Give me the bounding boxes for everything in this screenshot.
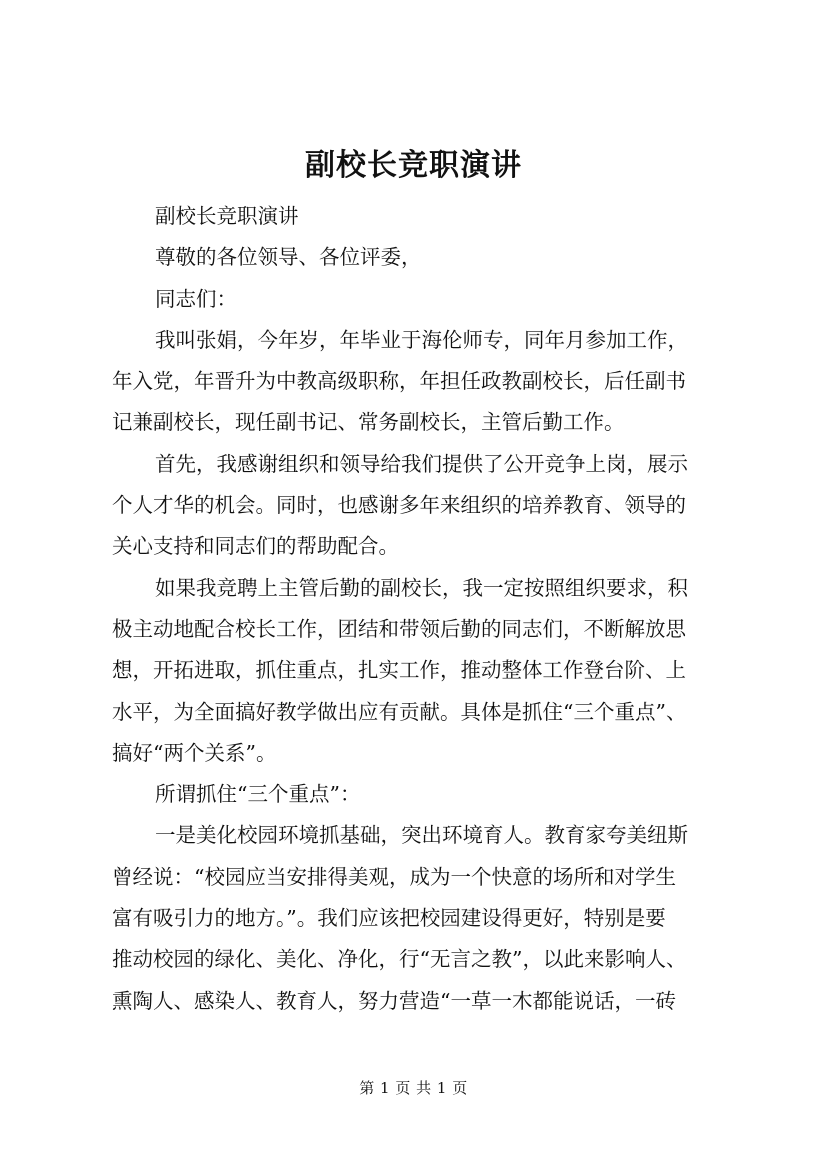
paragraph-line: 关心支持和同志们的帮助配合。 (112, 534, 399, 559)
paragraph-line: 推动校园的绿化、美化、净化，行“无言之教”，以此来影响人、 (112, 947, 687, 972)
paragraph-line: 同志们： (155, 286, 237, 311)
paragraph-line: 所谓抓住“三个重点”： (155, 782, 361, 807)
paragraph-line: 首先，我感谢组织和领导给我们提供了公开竞争上岗，展示 (155, 451, 688, 476)
paragraph-line: 极主动地配合校长工作，团结和带领后勤的同志们，不断解放思 (112, 616, 686, 641)
paragraph-line: 水平，为全面搞好教学做出应有贡献。具体是抓住“三个重点”、 (112, 699, 687, 724)
paragraph-line: 年入党，年晋升为中教高级职称，年担任政教副校长，后任副书 (112, 369, 686, 394)
paragraph-line: 熏陶人、感染人、教育人，努力营造“一草一木都能说话，一砖 (112, 988, 676, 1013)
paragraph-line: 如果我竞聘上主管后勤的副校长，我一定按照组织要求，积 (155, 575, 688, 600)
page-number-footer: 第 1 页 共 1 页 (359, 1079, 468, 1097)
paragraph-line: 副校长竞职演讲 (155, 204, 299, 228)
document-body (112, 196, 738, 1022)
paragraph-line: 一是美化校园环境抓基础，突出环境育人。教育家夸美纽斯 (155, 823, 688, 848)
paragraph-line: 曾经说：“校园应当安排得美观，成为一个快意的场所和对学生 (112, 864, 676, 889)
document-title: 副校长竞职演讲 (305, 148, 522, 183)
paragraph-line: 想，开拓进取，抓住重点，扎实工作，推动整体工作登台阶、上 (112, 658, 686, 683)
paragraph-line: 搞好“两个关系”。 (112, 740, 277, 765)
paragraph-line: 尊敬的各位领导、各位评委， (155, 245, 422, 270)
paragraph-line: 我叫张娟，今年岁，年毕业于海伦师专，同年月参加工作， (155, 327, 688, 352)
paragraph-line: 记兼副校长，现任副书记、常务副校长，主管后勤工作。 (112, 410, 625, 435)
paragraph-line: 富有吸引力的地方。”。我们应该把校园建设得更好，特别是要 (112, 906, 666, 931)
paragraph-line: 个人才华的机会。同时，也感谢多年来组织的培养教育、领导的 (112, 493, 686, 518)
